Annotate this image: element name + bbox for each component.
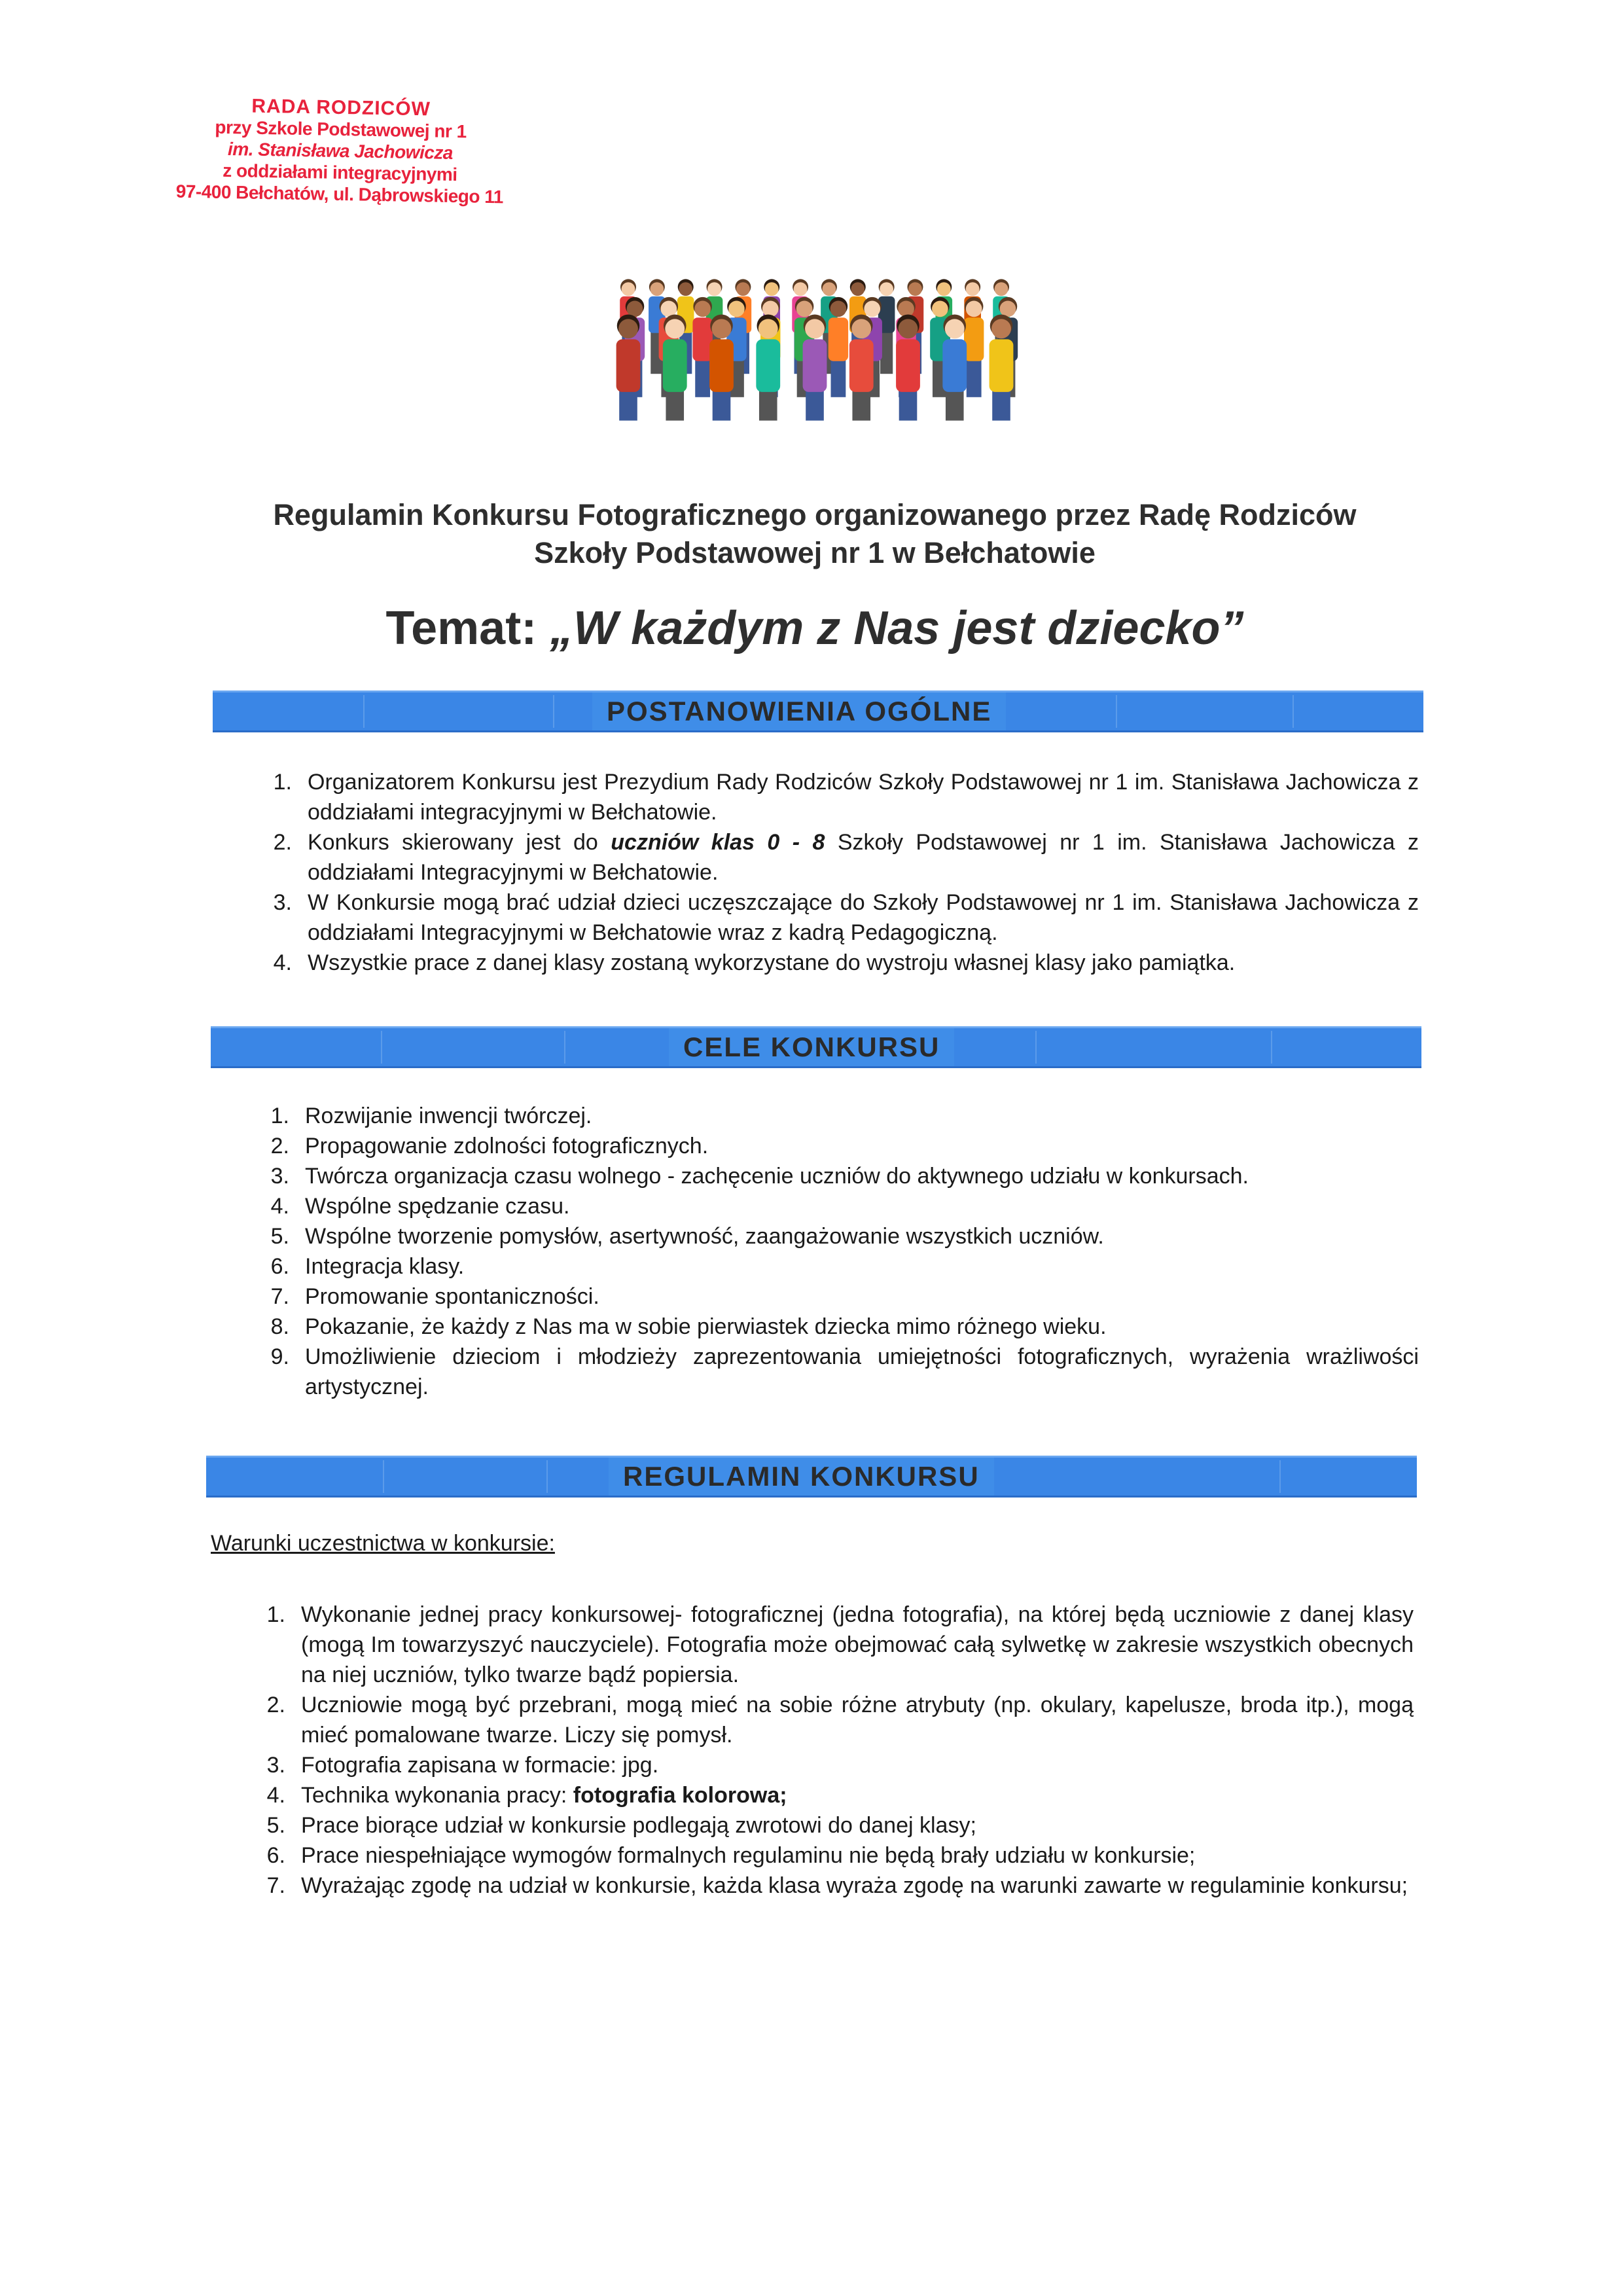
child-figure bbox=[756, 314, 780, 420]
item-text: Wspólne spędzanie czasu. bbox=[305, 1194, 570, 1219]
item-number: 1. bbox=[266, 1602, 285, 1627]
item-number: 9. bbox=[270, 1344, 289, 1369]
item-text-part: Szkoły Podstawowej nr 1 im. Stanisława Jachowicza z oddziałami Integracyjnymi w Bełchatowie. bbox=[308, 830, 1419, 885]
list-item bbox=[270, 1312, 1419, 1342]
contest-theme bbox=[164, 601, 1466, 656]
stamp-line: 97-400 Bełchatów, ul. Dąbrowskiego 11 bbox=[175, 181, 504, 207]
item-number: 5. bbox=[266, 1813, 285, 1838]
document-title bbox=[164, 496, 1466, 572]
item-text: Prace niespełniające wymogów formalnych regulaminu nie będą brały udziału w konkursie; bbox=[301, 1843, 1196, 1868]
council-stamp bbox=[130, 93, 551, 208]
section-heading: CELE KONKURSU bbox=[669, 1028, 954, 1066]
child-figure bbox=[849, 314, 874, 420]
section-heading: POSTANOWIENIA OGÓLNE bbox=[592, 692, 1006, 730]
participation-conditions-subheading: Warunki uczestnictwa w konkursie: bbox=[211, 1531, 555, 1556]
general-provisions-list bbox=[273, 767, 1419, 978]
list-item bbox=[270, 1221, 1419, 1251]
item-number: 4. bbox=[270, 1194, 289, 1219]
item-text-emphasis: uczniów klas 0 - 8 bbox=[611, 830, 825, 855]
item-text-part: Konkurs skierowany jest do bbox=[308, 830, 611, 855]
stamp-line: przy Szkole Podstawowej nr 1 bbox=[215, 117, 467, 142]
item-number: 3. bbox=[273, 890, 292, 915]
item-number: 1. bbox=[270, 1103, 289, 1128]
item-text-part: Technika wykonania pracy: bbox=[301, 1783, 573, 1808]
item-number: 3. bbox=[270, 1164, 289, 1189]
child-figure bbox=[616, 314, 641, 420]
list-item bbox=[266, 1690, 1414, 1750]
list-item bbox=[270, 1251, 1419, 1282]
item-number: 1. bbox=[273, 770, 292, 795]
list-item bbox=[270, 1342, 1419, 1402]
list-item bbox=[270, 1191, 1419, 1221]
list-item bbox=[270, 1131, 1419, 1161]
item-text: Wykonanie jednej pracy konkursowej- fotograficznej (jedna fotografia), na której będą uczniowie z danej klasy (mogą Im towarzyszyć nauczyciele). Fotografia może obejmować całą sylwetkę w zakresie wszystkich obecnych na niej uczniów, tylko twarze bądź popiersia. bbox=[301, 1602, 1414, 1687]
list-item bbox=[273, 767, 1419, 827]
contest-goals-list bbox=[270, 1101, 1419, 1402]
item-text: Umożliwienie dzieciom i młodzieży zaprezentowania umiejętności fotograficznych, wyrażenia wrażliwości artystycznej. bbox=[305, 1344, 1419, 1399]
title-line: Regulamin Konkursu Fotograficznego organizowanego przez Radę Rodziców bbox=[273, 498, 1357, 531]
section-band-rules bbox=[206, 1456, 1417, 1498]
item-text: Wyrażając zgodę na udział w konkursie, każda klasa wyraża zgodę na warunki zawarte w regulaminie konkursu; bbox=[301, 1873, 1408, 1898]
item-text-emphasis: fotografia kolorowa; bbox=[573, 1783, 787, 1808]
item-number: 7. bbox=[266, 1873, 285, 1898]
item-text: Promowanie spontaniczności. bbox=[305, 1284, 599, 1309]
item-text: Rozwijanie inwencji twórczej. bbox=[305, 1103, 592, 1128]
item-text: Wszystkie prace z danej klasy zostaną wykorzystane do wystroju własnej klasy jako pamiątka. bbox=[308, 950, 1236, 975]
item-text bbox=[301, 1780, 1414, 1810]
child-figure bbox=[709, 314, 734, 420]
item-text: Propagowanie zdolności fotograficznych. bbox=[305, 1134, 709, 1158]
list-item bbox=[266, 1810, 1414, 1840]
child-figure bbox=[964, 297, 984, 397]
item-text: Wspólne tworzenie pomysłów, asertywność, zaangażowanie wszystkich uczniów. bbox=[305, 1224, 1104, 1249]
item-text: Prace biorące udział w konkursie podlegają zwrotowi do danej klasy; bbox=[301, 1813, 976, 1838]
child-figure bbox=[990, 314, 1014, 420]
section-band-general bbox=[213, 691, 1423, 732]
item-number: 2. bbox=[273, 830, 292, 855]
list-item bbox=[270, 1101, 1419, 1131]
list-item bbox=[266, 1871, 1414, 1901]
item-text bbox=[308, 827, 1419, 888]
item-text: Fotografia zapisana w formacie: jpg. bbox=[301, 1753, 659, 1778]
item-number: 8. bbox=[270, 1314, 289, 1339]
child-figure bbox=[803, 314, 827, 420]
child-figure bbox=[896, 314, 920, 420]
item-number: 4. bbox=[273, 950, 292, 975]
list-item bbox=[273, 827, 1419, 888]
theme-value: „W każdym z Nas jest dziecko” bbox=[550, 602, 1244, 655]
list-item bbox=[273, 888, 1419, 948]
list-item bbox=[266, 1840, 1414, 1871]
child-figure bbox=[829, 297, 848, 397]
child-figure bbox=[942, 314, 967, 420]
title-line: Szkoły Podstawowej nr 1 w Bełchatowie bbox=[534, 536, 1096, 569]
stamp-line: im. Stanisława Jachowicza bbox=[227, 139, 454, 163]
item-number: 4. bbox=[266, 1783, 285, 1808]
item-text: W Konkursie mogą brać udział dzieci uczęszczające do Szkoły Podstawowej nr 1 im. Stanisława Jachowicza z oddziałami Integracyjnymi w Bełchatowie wraz z kadrą Pedagogiczną. bbox=[308, 890, 1419, 945]
list-item bbox=[270, 1282, 1419, 1312]
child-figure bbox=[663, 314, 687, 420]
item-number: 2. bbox=[266, 1693, 285, 1717]
list-item bbox=[270, 1161, 1419, 1191]
item-text: Uczniowie mogą być przebrani, mogą mieć na sobie różne atrybuty (np. okulary, kapelusze, broda itp.), mogą mieć pomalowane twarze. Liczy się pomysł. bbox=[301, 1693, 1414, 1748]
list-item bbox=[266, 1780, 1414, 1810]
participation-rules-list bbox=[266, 1600, 1414, 1901]
item-number: 2. bbox=[270, 1134, 289, 1158]
item-number: 3. bbox=[266, 1753, 285, 1778]
item-number: 6. bbox=[266, 1843, 285, 1868]
section-heading: REGULAMIN KONKURSU bbox=[609, 1458, 994, 1496]
item-text: Integracja klasy. bbox=[305, 1254, 465, 1279]
list-item bbox=[266, 1600, 1414, 1690]
item-number: 6. bbox=[270, 1254, 289, 1279]
item-text: Organizatorem Konkursu jest Prezydium Rady Rodziców Szkoły Podstawowej nr 1 im. Stanisława Jachowicza z oddziałami integracyjnymi w Bełchatowie. bbox=[308, 770, 1419, 825]
item-number: 7. bbox=[270, 1284, 289, 1309]
item-number: 5. bbox=[270, 1224, 289, 1249]
item-text: Twórcza organizacja czasu wolnego - zachęcenie uczniów do aktywnego udziału w konkursach. bbox=[305, 1164, 1249, 1189]
theme-prefix: Temat: bbox=[385, 602, 550, 655]
list-item bbox=[273, 948, 1419, 978]
item-text: Pokazanie, że każdy z Nas ma w sobie pierwiastek dziecka mimo różnego wieku. bbox=[305, 1314, 1107, 1339]
stamp-line: z oddziałami integracyjnymi bbox=[222, 160, 457, 185]
children-group-photo bbox=[602, 262, 1027, 481]
list-item bbox=[266, 1750, 1414, 1780]
stamp-line: RADA RODZICÓW bbox=[251, 95, 431, 120]
section-band-goals bbox=[211, 1026, 1421, 1068]
